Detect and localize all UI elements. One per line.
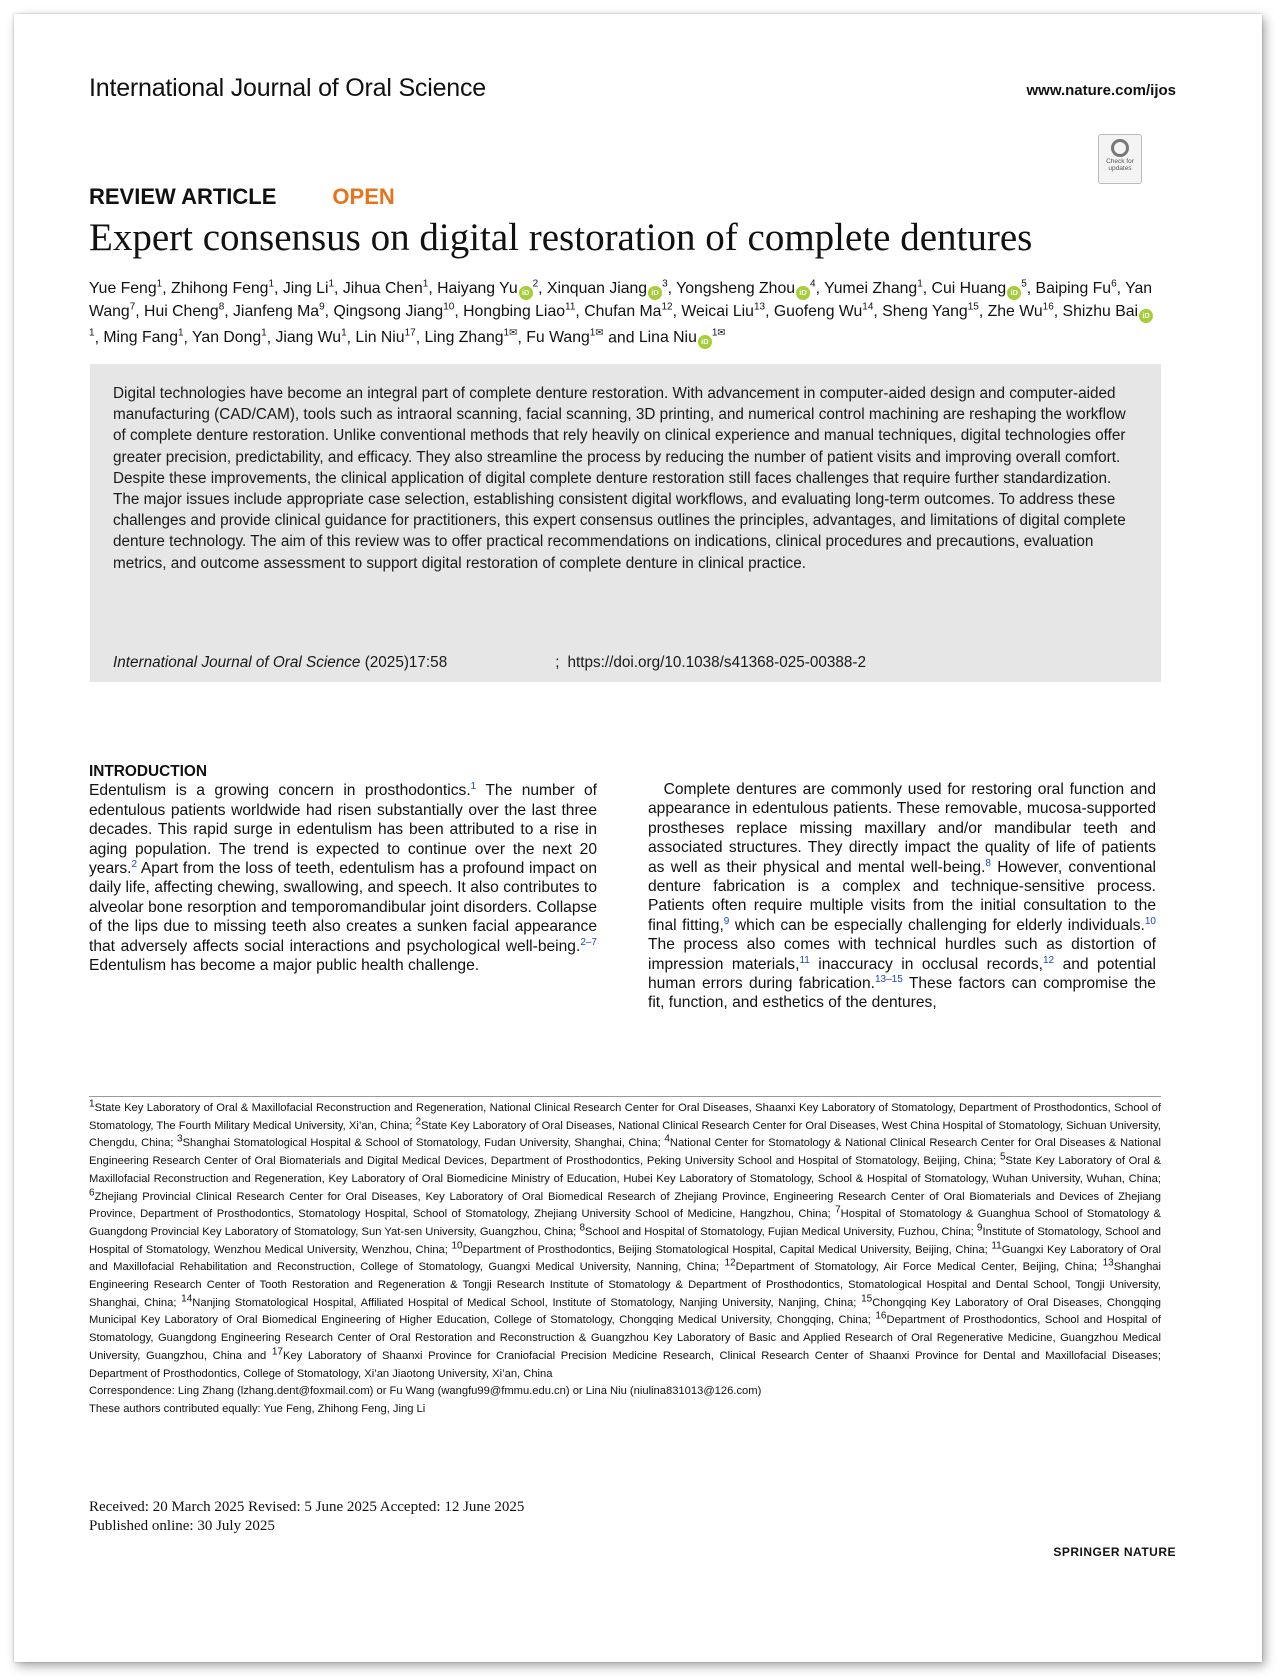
author-affiliation-number: 1: [422, 278, 429, 290]
author: [584, 303, 672, 320]
affiliation: $^2$State Key Laboratory of Oral Diseases, National Clinical Research Center for Oral Diseases, West China Hospital of Stomatology, Sichuan University, Chengdu, China;: [89, 1115, 1161, 1150]
article-title: Expert consensus on digital restoration of complete dentures: [89, 216, 1033, 259]
affiliation-number: 14: [181, 1293, 193, 1304]
reference-link[interactable]: 2–7: [580, 936, 597, 948]
author: [463, 303, 575, 320]
author-name[interactable]: Jing Li: [282, 280, 329, 297]
author: [774, 303, 874, 320]
author-affiliation-number: 1: [589, 328, 596, 339]
affiliation: $^6$Zhejiang Provincial Clinical Research Center for Oral Diseases, Key Laboratory of Oral Biomedical Research of Zhejiang Province, Engineering Research Center of Oral Biomaterials and Devices of Zhejiang Province, Department of Prosthodontics, Stomatology Hospital, School of Stomatology, Zhejiang University School of Medicine, Hangzhou, China;: [89, 1186, 1161, 1221]
orcid-icon[interactable]: iD: [648, 286, 662, 300]
author-name[interactable]: Lina Niu: [638, 329, 697, 347]
affiliation: $^{11}$Guangxi Key Laboratory of Oral and Maxillofacial Rehabilitation and Reconstruction, College of Stomatology, Guangxi Medical University, Nanning, China;: [89, 1239, 1161, 1274]
equal-contribution-line: These authors contributed equally: Yue Feng, Zhihong Feng, Jing Li: [89, 1402, 426, 1415]
author-name[interactable]: Qingsong Jiang: [333, 302, 444, 320]
author-name[interactable]: Hui Cheng: [144, 302, 219, 320]
author: [1036, 280, 1117, 297]
journal-name: International Journal of Oral Science: [89, 74, 486, 102]
author-affiliation-number: 16: [1042, 301, 1054, 313]
affiliation: $^{15}$Chongqing Key Laboratory of Oral Diseases, Chongqing Municipal Key Laboratory of Oral Biomedical Engineering of Higher Education, College of Stomatology, Chongqing Medical University, Chongqing, China;: [89, 1293, 1161, 1327]
affiliation-number: 3: [177, 1133, 183, 1145]
envelope-icon[interactable]: ✉: [595, 328, 604, 339]
affiliation-number: 12: [724, 1257, 736, 1269]
dates-block: [89, 1498, 524, 1535]
author-affiliation-number: 10: [443, 301, 455, 313]
reference-link[interactable]: 8: [985, 857, 991, 869]
affiliation-number: 11: [991, 1239, 1002, 1251]
author-affiliation-number: 1: [156, 278, 163, 290]
author-name[interactable]: Hongbing Liao: [463, 302, 566, 320]
author-affiliation-number: 1: [503, 328, 510, 339]
open-access-label: OPEN: [332, 184, 395, 209]
author-name[interactable]: Jianfeng Ma: [233, 302, 320, 320]
author-affiliation-number: 6: [1111, 278, 1117, 290]
dates-line-1: Received: 20 March 2025 Revised: 5 June 2025 Accepted: 12 June 2025: [89, 1499, 525, 1515]
author-affiliation-number: 1: [268, 278, 275, 290]
envelope-icon[interactable]: ✉: [717, 328, 726, 339]
affiliation: $^9$Institute of Stomatology, School and Hospital of Stomatology, Wenzhou Medical University, Wenzhou, China;: [89, 1222, 1161, 1256]
affiliation: $^{17}$Key Laboratory of Shaanxi Province for Craniofacial Precision Medicine Research, Clinical Research Center of Shaanxi Province for Dental and Maxillofacial Diseases; Department of Prosthodontics, College of Stomatology, Xi’an Jiaotong University, Xi’an, China: [89, 1346, 1161, 1380]
author: [882, 303, 979, 320]
author-name[interactable]: Yumei Zhang: [824, 280, 918, 297]
orcid-icon[interactable]: iD: [1007, 286, 1021, 300]
author-name[interactable]: Lin Niu: [355, 329, 405, 347]
author-affiliation-number: 15: [967, 301, 979, 313]
author-affiliation-number: 8: [218, 301, 225, 313]
author-affiliation-number: 1: [89, 328, 95, 339]
author-name[interactable]: Yan Dong: [192, 329, 262, 347]
author-name[interactable]: Baiping Fu: [1035, 280, 1112, 297]
affiliation-number: 15: [861, 1293, 873, 1304]
affiliation: $^{16}$Department of Prosthodontics, School and Hospital of Stomatology, Guangdong Engineering Research Center of Oral Restoration and Reconstruction & Guangzhou Key Laboratory of Basic and Applied Research of Oral Regenerative Medicine, Guangzhou Medical University, Guangzhou, China and: [89, 1310, 1161, 1362]
author-name[interactable]: Yongsheng Zhou: [676, 280, 796, 297]
citation-line: [113, 654, 866, 672]
author-affiliation-number: 14: [862, 301, 874, 313]
author-name[interactable]: Xinquan Jiang: [546, 280, 648, 297]
affiliation-number: 5: [999, 1151, 1006, 1163]
journal-url-link[interactable]: www.nature.com/ijos: [1026, 82, 1176, 99]
citation-volume: (2025)17:58: [360, 654, 448, 671]
doi-link[interactable]: https://doi.org/10.1038/s41368-025-00388-2: [567, 654, 866, 671]
author-affiliation-number: 4: [810, 278, 816, 290]
author: [275, 329, 346, 346]
publisher-logo: SPRINGER NATURE: [1053, 1545, 1176, 1559]
author-name[interactable]: Haiyang Yu: [437, 280, 518, 297]
author-affiliation-number: 9: [319, 301, 325, 313]
affiliation-number: 1: [89, 1098, 95, 1110]
author-name[interactable]: Cui Huang: [931, 280, 1007, 297]
author: [639, 329, 726, 346]
orcid-icon[interactable]: iD: [796, 286, 810, 300]
affiliation: $^8$School and Hospital of Stomatology, Fujian Medical University, Fuzhou, China;: [579, 1222, 977, 1238]
author: [283, 280, 334, 297]
affiliations-block: [89, 1100, 1161, 1419]
intro-left-column: [89, 762, 597, 975]
envelope-icon[interactable]: ✉: [509, 328, 518, 339]
citation-journal: International Journal of Oral Science: [113, 654, 361, 671]
reference-link[interactable]: 12: [1043, 954, 1055, 966]
affiliation-number: 13: [1102, 1257, 1114, 1269]
author: [233, 303, 325, 320]
affiliation: $^{12}$Department of Stomatology, Air Force Medical Center, Beijing, China;: [724, 1257, 1103, 1274]
author-affiliation-number: 3: [662, 278, 668, 290]
author-affiliation-number: 1: [177, 328, 184, 339]
affiliation: $^4$National Center for Stomatology & National Clinical Research Center for Oral Diseases & National Engineering Research Center of Oral Biomaterials and Digital Medical Devices, Department of Prosthodontics, Peking University School and Hospital of Stomatology, Beijing, China;: [89, 1133, 1161, 1168]
check-for-updates-badge[interactable]: [1098, 134, 1142, 184]
article-type-line: [89, 184, 395, 210]
author-name[interactable]: Shizhu Bai: [1062, 302, 1139, 320]
affiliation-number: 16: [875, 1310, 887, 1322]
author-name[interactable]: Ming Fang: [103, 329, 178, 347]
reference-link[interactable]: 2: [131, 858, 138, 870]
footnote-divider: [89, 1096, 1161, 1097]
author-affiliation-number: 1: [261, 328, 267, 339]
author-name[interactable]: Sheng Yang: [882, 302, 968, 320]
affiliation-number: 10: [451, 1239, 463, 1251]
author-affiliation-number: 1: [711, 328, 718, 339]
author-affiliation-number: 12: [661, 301, 673, 313]
reference-link[interactable]: 11: [799, 954, 810, 966]
correspondence-line: Correspondence: Ling Zhang (lzhang.dent@foxmail.com) or Fu Wang (wangfu99@fmmu.edu.cn) or Lina Niu (niulina831013@126.com): [89, 1385, 762, 1398]
author-name[interactable]: Fu Wang: [526, 329, 590, 347]
intro-right-column: [648, 780, 1156, 1013]
citation-separator: ;: [555, 654, 560, 671]
affiliation-number: 8: [579, 1222, 586, 1234]
author: [192, 329, 267, 346]
affiliation: $^{13}$Shanghai Engineering Research Center of Tooth Restoration and Regeneration & Tongji Research Institute of Stomatology & Department of Prosthodontics, Stomatological Hospital and Dental School, Tongji University, Shanghai, China;: [89, 1257, 1161, 1309]
author: [437, 280, 538, 297]
author-name[interactable]: Jiang Wu: [275, 329, 342, 347]
author: [171, 280, 274, 297]
author-name[interactable]: Yue Feng: [89, 280, 157, 297]
author: [425, 329, 518, 346]
reference-link[interactable]: 9: [723, 915, 730, 927]
author: [144, 303, 224, 320]
author-name[interactable]: Yan Wang: [89, 280, 1153, 320]
author-name[interactable]: Chufan Ma: [584, 302, 662, 320]
intro-right-text: Complete dentures are commonly used for restoring oral function and appearance in edentulous patients. These removable, mucosa-supported prostheses replace missing maxillary and/or mandibular teeth and associated structures. They directly impact the quality of life of patients as well as their physical and mental well-being.$^8$ However, conventional denture fabrication is a complex and technique-sensitive process. Patients often require multiple visits from the initial consultation to the final fitting,$^9$ which can be especially challenging for elderly individuals.$^{10}$ The process also comes with technical hurdles such as distortion of impression materials,$^{11}$ inaccuracy in occlusal records,$^{12}$ and potential human errors during fabrication.$^{13-15}$ These factors can compromise the fit, function, and esthetics of the dentures,: [648, 781, 1157, 1012]
affiliation-number: 17: [271, 1346, 283, 1358]
affiliation: $^{14}$Nanjing Stomatological Hospital, Affiliated Hospital of Medical School, Institute of Stomatology, Nanjing University, Nanjing, China;: [181, 1293, 862, 1309]
author-affiliation-number: 11: [565, 301, 576, 313]
author: [932, 280, 1027, 297]
affiliation-number: 4: [664, 1133, 670, 1145]
affiliation-number: 9: [976, 1222, 983, 1234]
author-affiliation-number: 7: [129, 301, 136, 313]
affiliation-number: 7: [835, 1204, 841, 1216]
intro-left-text: Edentulism is a growing concern in prosthodontics.$^1$ The number of edentulous patients worldwide had risen substantially over the last three decades. This rapid surge in edentulism has been attributed to a rise in aging population. The trend is expected to continue over the next 20 years.$^2$ Apart from the loss of teeth, edentulism has a profound impact on daily life, affecting chewing, swallowing, and speech. It also contributes to alveolar bone resorption and temporomandibular joint disorders. Collapse of the lips due to missing teeth also creates a sunken facial appearance that adversely affects social interactions and psychological well-being.$^{2-7}$ Edentulism has become a major public health challenge.: [89, 781, 598, 975]
author: [676, 280, 815, 297]
author: [681, 303, 765, 320]
author-list: Yue Feng$^1$, Zhihong Feng$^1$, Jing Li$^1$, Jihua Chen$^1$, Haiyang Yu $iD^2$, Xinquan Jiang $iD^3$, Yongsheng Zhou $iD^4$, Yumei Zhang$^1$, Cui Huang $iD^5$, Baiping Fu$^6$, Yan Wang$^7$, Hui Cheng$^8$, Jianfeng Ma$^9$, Qingsong Jiang$^{10}$, Hongbing Liao$^{11}$, Chufan Ma$^{12}$, Weicai Liu$^{13}$, Guofeng Wu$^{14}$, Sheng Yang$^{15}$, Zhe Wu$^{16}$, Shizhu Bai $iD^1$, Ming Fang$^1$, Yan Dong$^1$, Jiang Wu$^1$, Lin Niu$^{17}$, Ling Zhang$^{1✉}$, Fu Wang$^{1✉}$ and Lina Niu $iD^{1✉}$: [89, 278, 1161, 350]
author: [988, 303, 1054, 320]
author-affiliation-number: 1: [328, 278, 335, 290]
author-affiliation-number: 1: [917, 278, 923, 290]
article-type: REVIEW ARTICLE: [89, 184, 277, 209]
dates-line-2: Published online: 30 July 2025: [89, 1517, 275, 1534]
check-updates-label: Check for updates: [1106, 158, 1134, 172]
intro-heading: INTRODUCTION: [89, 763, 207, 780]
author: [526, 329, 603, 346]
author-name[interactable]: Guofeng Wu: [773, 302, 863, 320]
affiliation: $^3$Shanghai Stomatological Hospital & School of Stomatology, Fudan University, Shanghai, China;: [177, 1133, 665, 1150]
affiliation-number: 2: [415, 1115, 422, 1127]
affiliation-list: [89, 1098, 1161, 1380]
author: [89, 280, 162, 297]
author-affiliation-number: 1: [341, 328, 347, 339]
author: [355, 329, 415, 346]
orcid-icon[interactable]: iD: [1139, 309, 1153, 323]
author-affiliation-number: 2: [532, 278, 539, 290]
affiliation: $^1$State Key Laboratory of Oral & Maxillofacial Reconstruction and Regeneration, National Clinical Research Center for Oral Diseases, Shaanxi Key Laboratory of Stomatology, Department of Prosthodontics, School of Stomatology, The Fourth Military Medical University, Xi’an, China;: [89, 1098, 1161, 1132]
author-name[interactable]: Zhihong Feng: [170, 280, 269, 297]
author: [333, 303, 454, 320]
check-updates-icon: [1111, 139, 1129, 157]
author: [103, 329, 183, 346]
author: [824, 280, 923, 297]
author-affiliation-number: 17: [404, 328, 416, 339]
abstract-text: Digital technologies have become an integral part of complete denture restoration. With advancement in computer-aided design and computer-aided manufacturing (CAD/CAM), tools such as intraoral scanning, facial scanning, 3D printing, and numerical control machining are reshaping the workflow of complete denture restoration. Unlike conventional methods that rely heavily on clinical experience and manual techniques, digital technologies offer greater precision, predictability, and efficacy. They also streamline the process by reducing the number of patient visits and improving overall comfort. Despite these improvements, the clinical application of digital complete denture restoration still faces challenges that require further standardization. The major issues include appropriate case selection, establishing consistent digital workflows, and evaluating long-term outcomes. To address these challenges and provide clinical guidance for practitioners, this expert consensus outlines the principles, advantages, and limitations of digital complete denture technology. The aim of this review was to offer practical recommendations on indications, clinical procedures and precautions, evaluation metrics, and outcome assessment to support digital restoration of complete denture in clinical practice.: [113, 385, 1126, 572]
reference-link[interactable]: 10: [1144, 915, 1156, 927]
author-name[interactable]: Ling Zhang: [424, 329, 504, 347]
orcid-icon[interactable]: iD: [519, 286, 533, 300]
affiliation-number: 6: [89, 1186, 95, 1198]
author: [343, 280, 428, 297]
author-affiliation-number: 13: [753, 301, 766, 313]
affiliation: $^5$State Key Laboratory of Oral & Maxillofacial Reconstruction and Regeneration, Key Laboratory of Oral Biomedicine Ministry of Education, Hubei Key Laboratory of Stomatology, School & Hospital of Stomatology, Wuhan University, Wuhan, China;: [89, 1151, 1161, 1185]
affiliation: $^7$Hospital of Stomatology & Guanghua School of Stomatology & Guangdong Provincial Key Laboratory of Stomatology, Sun Yat-sen University, Guangzhou, China;: [89, 1204, 1161, 1238]
author-name[interactable]: Zhe Wu: [987, 302, 1043, 320]
author-name[interactable]: Weicai Liu: [681, 302, 754, 320]
author-affiliation-number: 5: [1021, 278, 1027, 290]
author-name[interactable]: Jihua Chen: [342, 280, 423, 297]
orcid-icon[interactable]: iD: [698, 335, 712, 349]
reference-link[interactable]: 13–15: [874, 973, 903, 985]
author: [547, 280, 668, 297]
affiliation: $^{10}$Department of Prosthodontics, Beijing Stomatological Hospital, Capital Medical University, Beijing, China;: [451, 1239, 992, 1256]
reference-link[interactable]: 1: [470, 781, 477, 793]
